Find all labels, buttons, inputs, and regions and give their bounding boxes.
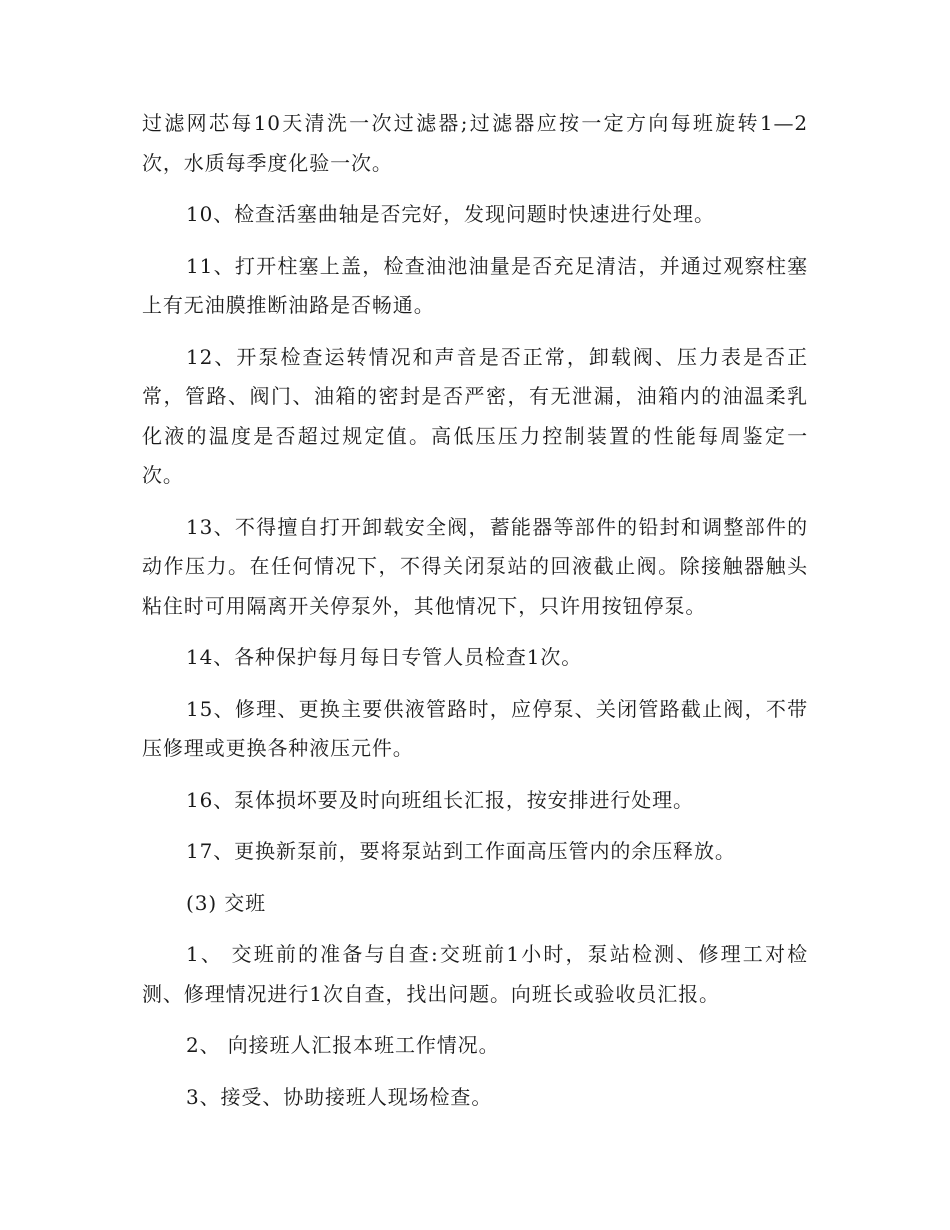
paragraph-handover-1: 1、 交班前的准备与自查:交班前1小时，泵站检测、修理工对检测、修理情况进行1次自查，找出问题。向班长或验收员汇报。 xyxy=(142,942,808,1006)
paragraph-item-14: 14、各种保护每月每日专管人员检查1次。 xyxy=(186,645,583,669)
paragraph-filter-maintenance: 过滤网芯每10天清洗一次过滤器;过滤器应按一定方向每班旋转1—2次，水质每季度化验一次。 xyxy=(142,111,808,175)
paragraph-item-11: 11、打开柱塞上盖，检查油池油量是否充足清洁，并通过观察柱塞上有无油膜推断油路是否畅通。 xyxy=(142,253,808,317)
paragraph-item-13: 13、不得擅自打开卸载安全阀，蓄能器等部件的铅封和调整部件的动作压力。在任何情况下，不得关闭泵站的回液截止阀。除接触器触头粘住时可用隔离开关停泵外，其他情况下，只许用按钮停泵。 xyxy=(142,514,808,618)
document-body xyxy=(142,104,808,1129)
paragraph-item-15: 15、修理、更换主要供液管路时，应停泵、关闭管路截止阀，不带压修理或更换各种液压元件。 xyxy=(142,696,808,760)
paragraph-handover-2: 2、 向接班人汇报本班工作情况。 xyxy=(186,1033,500,1057)
paragraph-item-10: 10、检查活塞曲轴是否完好，发现问题时快速进行处理。 xyxy=(186,202,715,226)
paragraph-item-12: 12、开泵检查运转情况和声音是否正常，卸载阀、压力表是否正常，管路、阀门、油箱的密封是否严密，有无泄漏，油箱内的油温柔乳化液的温度是否超过规定值。高低压压力控制装置的性能每周鉴定一次。 xyxy=(142,344,808,487)
paragraph-handover-3: 3、接受、协助接班人现场检查。 xyxy=(186,1084,493,1109)
paragraph-item-16: 16、泵体损坏要及时向班组长汇报，按安排进行处理。 xyxy=(186,787,694,812)
section-heading-handover: (3) 交班 xyxy=(186,890,267,915)
paragraph-item-17: 17、更换新泵前，要将泵站到工作面高压管内的余压释放。 xyxy=(186,839,736,863)
